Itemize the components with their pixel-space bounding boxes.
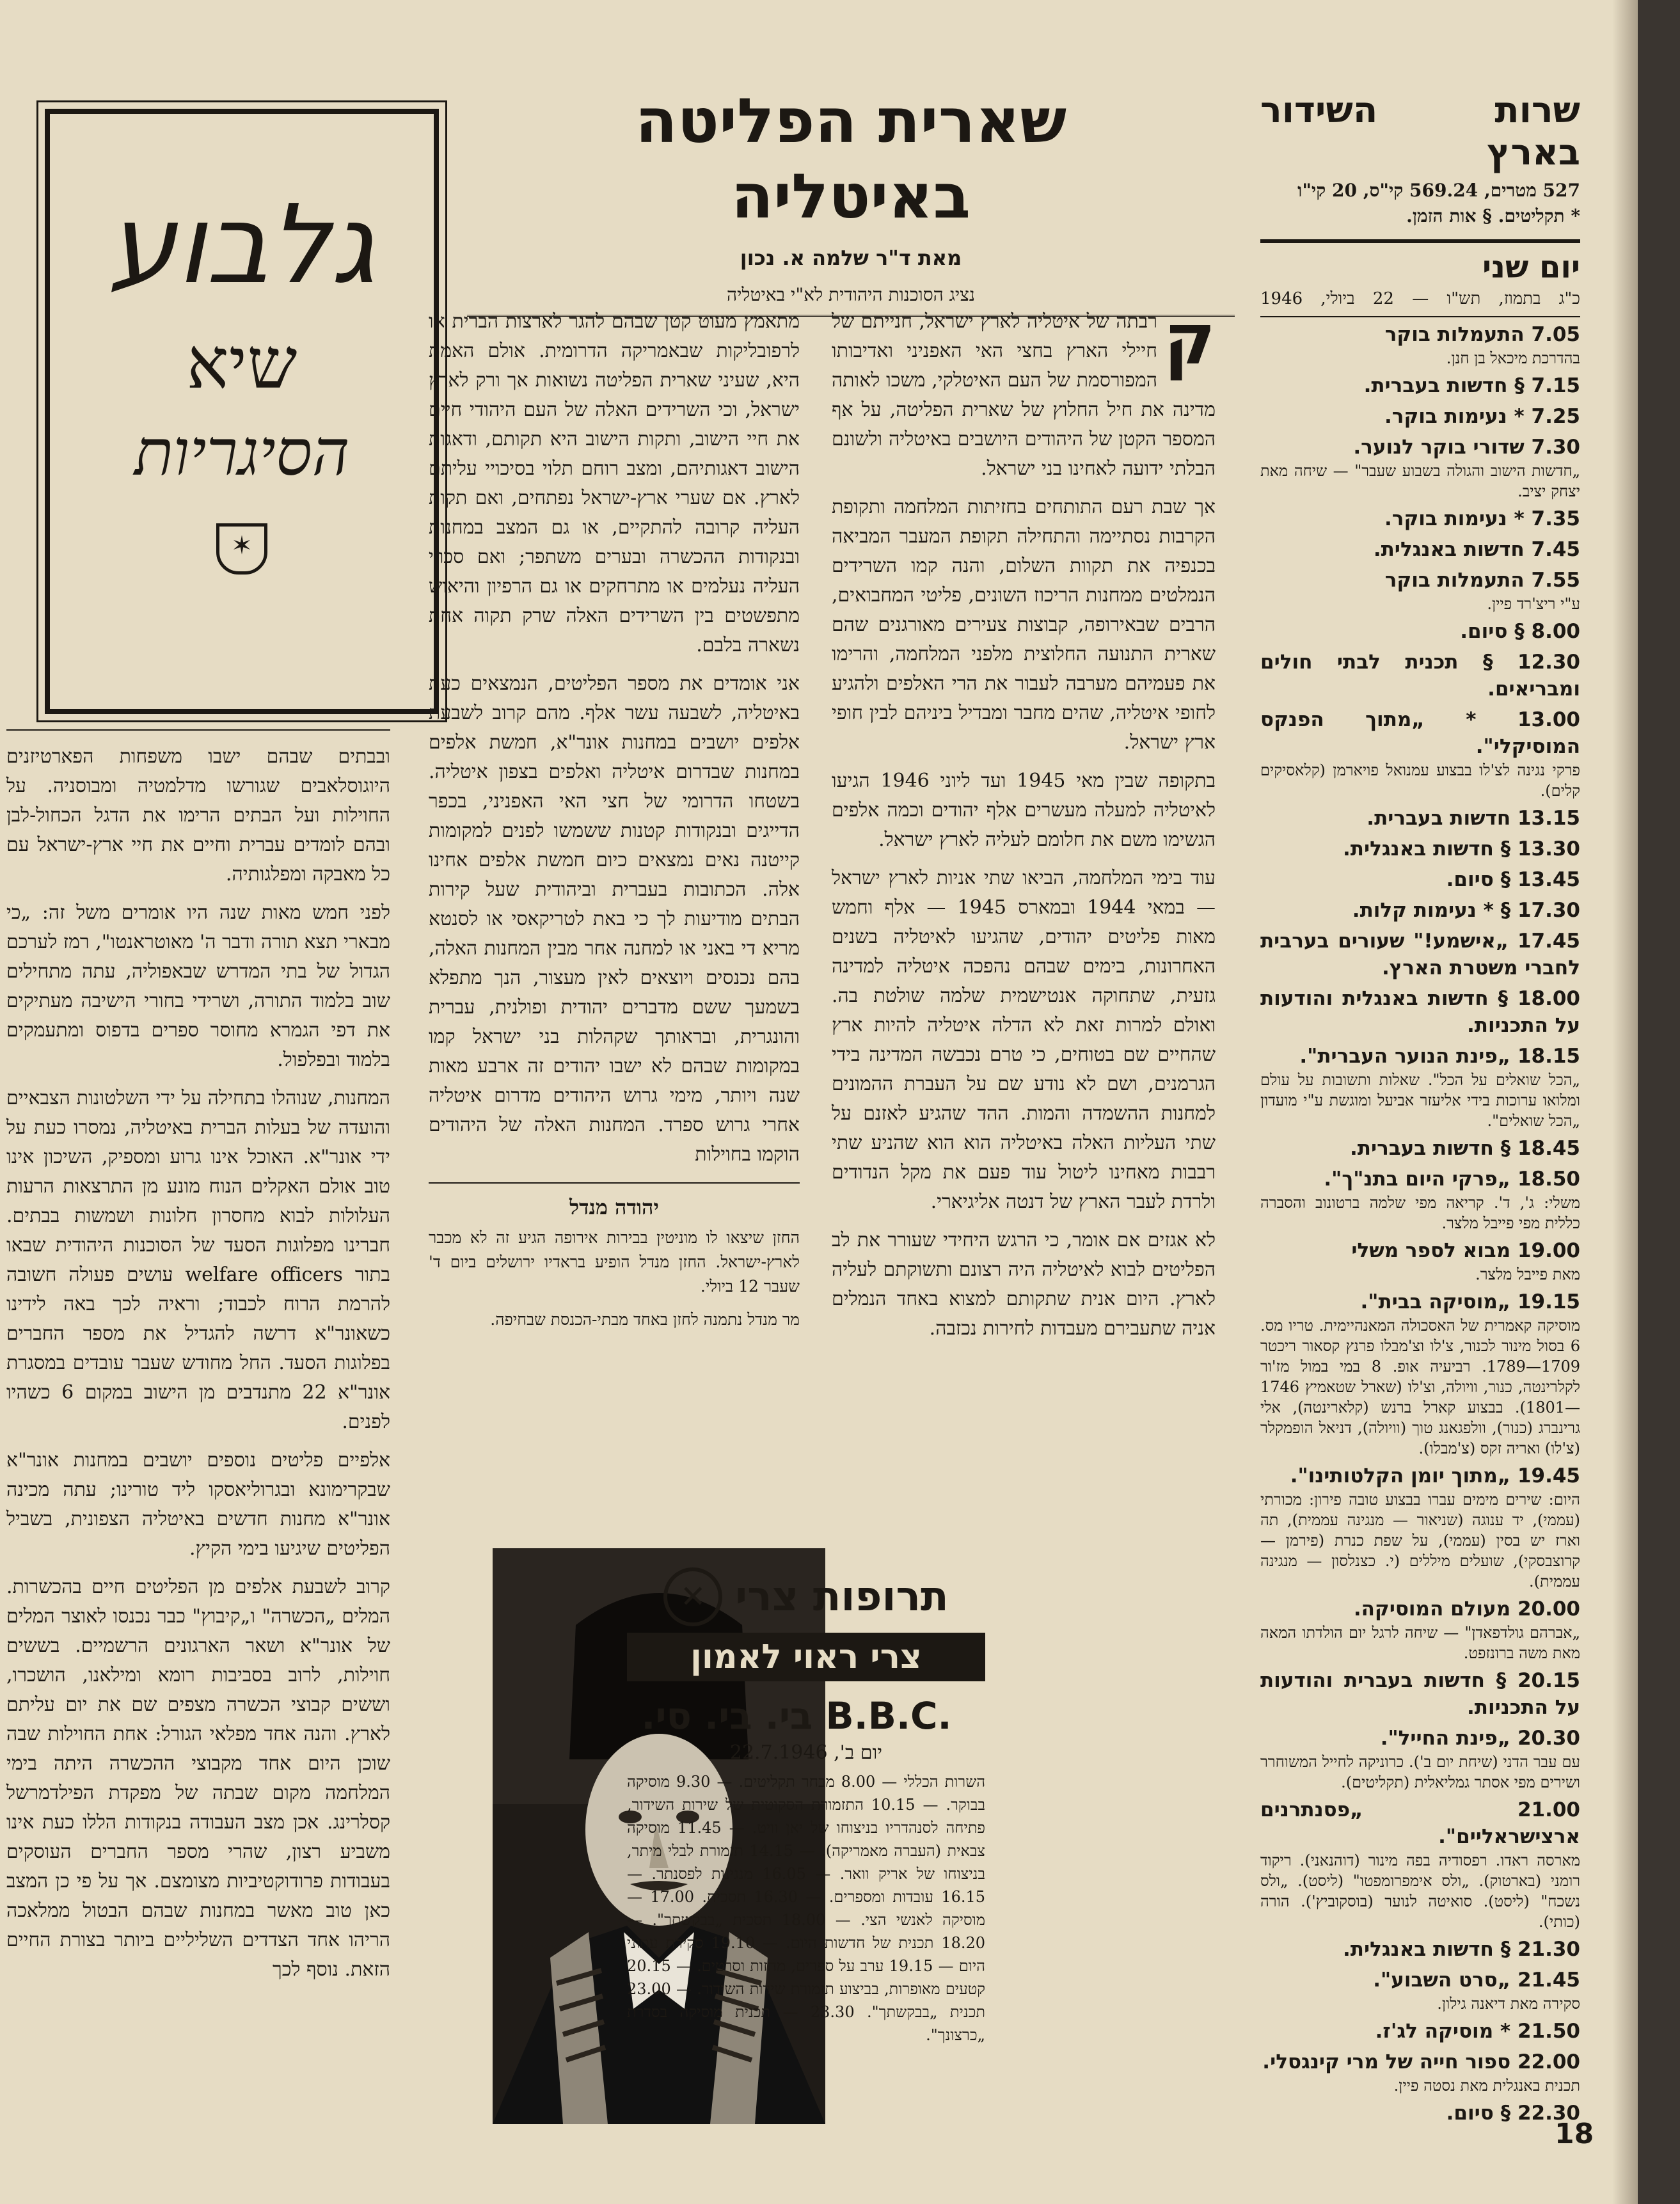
schedule-entry-description: בהדרכת מיכאל בן חנן.: [1446, 349, 1580, 367]
article-paragraph: מתאמץ מעוט קטן שבהם להגר לארצות הברית או לרפובליקות שבאמריקה הדרומית. אולם האמת היא, שעיני שארית הפליטה נשואות אך ורק לארץ ישראל, וכי השרידים האלה של העם היהודי חיים את חיי הישוב, ותקות הישוב היא תקותם, ודאגות הישוב דאגותיהם, ומצב רוחם תלוי בסיכויי עליתם לארץ. אם שערי ארץ-ישראל נפתחים, ואם תקות העליה קרובה להתקיים, או גם המצב במחנות ובנקודות ההכשרה ובערים משתפר; ואם סכויי העליה נעלמים או מתרחקים או גם הרפיון והיאוש מתפשטים בין השרידים האלה שרק תקוה אחת נשארה בלבם.: [429, 310, 800, 656]
schedule-entry-title: 20.15 § חדשות בעברית והודעות על התכניות.: [1260, 1669, 1580, 1719]
schedule-entry: [1260, 649, 1580, 702]
page-number: 18: [1555, 2118, 1594, 2150]
schedule-entry-title: 20.30 „פינת החייל".: [1380, 1727, 1580, 1750]
schedule-entry-title: 21.00 „פסנתרנים ארצישראליים".: [1260, 1798, 1580, 1848]
gilboa-cigarette-ad: [45, 109, 439, 714]
article-paragraph: אני אומדים את מספר הפליטים, הנמצאים כעת באיטליה, לשבעה עשר אלף. מהם קרוב לשבעת אלפים יושבים במחנות אונר"א, חמשת אלפים במחנות שבדרום איטליה ואלפים בצפון איטליה. בשטחו הדרומי של חצי האי האפניני, בכפר הדייגים ובנקודות קטנות ששמשו לפנים למקומות קייטנה נאים נמצאים כיום חמשת אלפים אחינו אלה. הכתובות בעברית וביהודית שעל קירות הבתים מודיעות לך כי באת לטריקאסי או לסנטא מריא די באני או למחנה אחר מבין המחנות האלה, בהם נכנסים ויוצאים לאין מעצור, הנך מתפלא בשמעך ששם מדברים יהודית ופולנית, עברית והונגרית, ובראותך שקהלות בני ישראל קמו במקומות שבהם לא ישבו יהודים זה ארבע מאות שנה ויותר, מימי גרוש היהודים מדרום איטליה אחרי גרוש ספרד. המחנות האלה של היהודים הוקמו בחוילות: [429, 672, 800, 1166]
article-title-line2: באיטליה: [731, 161, 971, 232]
gilboa-tagline-1: שיא: [186, 322, 297, 404]
schedule-entry-description: מארסה ראדו. רפסודיה בפה מינור (דוהנאני). ריקוד רומני (בארטוק). „ולס אימפרומפטו" (ליסט). „ולס נשכח" (ליסט). סואיטה לנוער (בוסקוביץ'). הורה (כותי).: [1260, 1851, 1580, 1931]
schedule-entry-title: 7.25 * נעימות בוקר.: [1384, 405, 1580, 428]
schedule-entry: [1260, 1667, 1580, 1721]
schedule-entry: [1260, 372, 1580, 399]
schedule-entry-title: 18.50 „פרקי היום בתנ"ך".: [1324, 1168, 1580, 1191]
schedule-entry-title: 18.00 § חדשות באנגלית והודעות על התכניות.: [1260, 987, 1580, 1037]
schedule-entry-description: היום: שירים מימים עברו בבצוע טובה פירון: מכורתי (עממי), יד ענוגה (שניאור — מנגינה עממית), תה וארז יש בסין (עממי), על שפת כנרת (פירמן — קרוצבסקי), שועלים מיללים (י. כצנלסון — מנגינה עממית).: [1260, 1491, 1580, 1590]
article-column-2: [429, 307, 800, 1341]
shield-emblem-icon: ✶: [216, 523, 267, 575]
schedule-entry-title: 13.45 § סיום.: [1446, 868, 1580, 891]
schedule-entry: [1260, 2049, 1580, 2096]
schedule-entry-description: מוסיקה קאמרית של האסכולה המאנהיימית. טריו מס. 6 בסול מינור לכנור, צ'לו וצ'מבלו פרנץ קסאור ריכטר 1709—1789. רביעיה אופ. 8 במי במול מז'ור לקלרינטה, כנור, וויולה, וצ'לו (שארל שטאמיץ 1746—1801). בבצוע קארל ברנש (קלארינטה), אלי גרינברג (כנור), וולפגאנג טוך (וויולה), דניאל הופמקלר (צ'לו) ואריה זקס (צ'מבלו).: [1260, 1317, 1581, 1457]
bbc-ad-box: [627, 1567, 985, 2047]
schedule-entry-title: 22.00 ספור חייה של מרי קינגסלי.: [1262, 2050, 1580, 2073]
schedule-entry: [1260, 403, 1580, 430]
schedule-entry: [1260, 866, 1580, 893]
schedule-entry-title: 7.30 שדורי בוקר לנוער.: [1353, 436, 1580, 459]
schedule-entry: [1260, 928, 1580, 981]
article-subtitle: נציג הסוכנות היהודית לא"י באיטליה: [467, 284, 1235, 317]
gilboa-tagline-2: הסיגריות: [134, 415, 350, 490]
divider: [1260, 316, 1580, 317]
schedule-entry-title: 18.15 „פינת הנוער העברית".: [1299, 1045, 1580, 1068]
schedule-entry-title: 19.45 „מתוך יומן הקלטותינו".: [1290, 1464, 1580, 1487]
schedule-entry: [1260, 805, 1580, 832]
schedule-entry-title: 20.00 מעולם המוסיקה.: [1353, 1598, 1580, 1621]
schedule-entry-title: 8.00 § סיום.: [1460, 620, 1580, 643]
schedule-entry: [1260, 618, 1580, 645]
schedule-entry: [1260, 897, 1580, 924]
schedule-entry-description: „הכל שואלים על הכל". שאלות ותשובות על עולם ומלואו ערוכות בידי אליעזר אביעל ומוגשת ע"י מועדון „הכל שואלים".: [1260, 1071, 1580, 1130]
photo-caption: מר מנדל נתמנה לחזן באחד מבתי-הכנסת שבחיפה.: [490, 1310, 800, 1329]
article-paragraph: אלפיים פליטים נוספים יושבים במחנות אונר"א שבקרימונא ובגרוליאסקו ליד טורינו; עתה מכינה אונר"א מחנות חדשים באיטליה הצפונית, בשביל הפליטים שיגיעו בימי הקיץ.: [6, 1449, 390, 1560]
date-line: כ"ג בתמוז, תש"ו — 22 ביולי, 1946: [1260, 289, 1580, 308]
schedule-entry: [1260, 1043, 1580, 1131]
schedule-entry-title: 22.30 § סיום.: [1446, 2102, 1580, 2125]
schedule-entry-description: משלי: ג', ד'. קריאה מפי שלמה ברטונוב והסברה כללית מפי פייבל מלצר.: [1260, 1194, 1580, 1232]
article-paragraph: אך שבת רעם התותחים בחזיתות המלחמה ותקופת הקרבות נסתיימה והתחילה תקופת המעבר המביאה בכנפיה את תקוות השלום, והנה קמו השרידים הנמלטים ממחנות הריכוז השונים, פליטי המחבואים, הרבים שבאירופה, קבוצות צעירים מאורגנים שהם שארית התנועה החלוצית מלפני המלחמה, והרימו את פעמיהם מערבה לעבור את הרי האלפים ולהגיע לחופי איטליה, שהים מחבר ומבדיל ביניהם לבין חופי ארץ ישראל.: [832, 496, 1216, 754]
schedule-list: [1260, 321, 1580, 2127]
schedule-entry: [1260, 1463, 1580, 1592]
schedule-entry-description: ע"י ריצ'רד פיין.: [1487, 595, 1580, 613]
zori-logo-icon: ✕: [663, 1567, 722, 1626]
schedule-entry-title: 18.45 § חדשות בעברית.: [1350, 1137, 1580, 1160]
drop-cap: ק: [1164, 298, 1216, 380]
article-paragraph: לפני חמש מאות שנה היו אומרים משל זה: „כי מבארי תצא תורה ודבר ה' מאוטראנטו", רמז לערכם הגדול של בתי המדרש שבאפוליה, עתה מתחילים שוב בלמוד התורה, ושרידי בחורי הישיבה מעתיקים את דפי הגמרא מחוסר ספרים בדפוס ומתעמקים בלמוד ובפלפול.: [6, 901, 390, 1071]
schedule-entry-description: עם עבר הדני (שיחת יום ב'). כרוניקה לחייל המשוחרר ושירים מפי אסתר גמליאלית (תקליטים).: [1260, 1753, 1580, 1791]
schedule-entry-title: 13.30 § חדשות באנגלית.: [1343, 837, 1580, 860]
article-paragraph: בתקופה שבין מאי 1945 ועד ליוני 1946 הגיעו לאיטליה למעלה מעשרים אלף יהודים וכמה אלפים הגשימו משם את חלומם לעליה לארץ ישראל.: [832, 770, 1216, 851]
schedule-entry: [1260, 1725, 1580, 1793]
schedule-entry: [1260, 2018, 1580, 2045]
schedule-entry: [1260, 321, 1580, 369]
bbc-heading: B.B.C. בי. בי. סי.: [641, 1694, 952, 1738]
schedule-entry: [1260, 2100, 1580, 2127]
schedule-entry: [1260, 1936, 1580, 1963]
schedule-entry: [1260, 985, 1580, 1039]
schedule-entry-title: 7.55 התעמלות בוקר: [1384, 569, 1580, 592]
bbc-schedule-text: השרות הכללי — 8.00 מבחר תקליטים. — 9.30 מוסיקה בבוקר. — 10.15 התזמורת הסקוטית של שירות השידור, פתיחה לסנהדריו בניצוחו של יאן וויט. — 11.45 מוסיקה צבאית (העברה מאמריקה). — 14.15 תזמורת לבלי מיתר, בניצוחו של אריק וואר. — 16.05 מנגינות לפסנתר. — 16.15 עובדות ומספרים. — 16.30 תסכית. 17.00 — מוסיקה לאנשי הצי. — 18.00 תסכית „בבקשתך". — 18.20 תכנית של חדשות היום. — 19.10 סקירת עתוני היום — 19.15 ערב על ספרים, מחזות וסרטים. — 20.15 קטעים מאופרות, בביצוע תזמורת שירות השידור. — 23.00 תכנית „בבקשתך". 23.30 — תכנית מוסיקה בסדרת „כרצונך".: [627, 1773, 986, 2044]
article-paragraph: ובבתים שבהם ישבו משפחות הפארטיזנים היוגוסלאבים שגורשו מדלמטיה ומבוסניה. על החוילות ועל הבתים הרימו את הדגל הכחול-לבן ובהם לומדים עברית וחיים את חיי ארץ-ישראל עם כל מאבקה ומפלגותיה.: [6, 745, 390, 885]
article-paragraph: המחנות, שנוהלו בתחילה על ידי השלטונות הצבאיים והועדה של בעלות הברית באיטליה, נמסרו כעת על ידי אונר"א. האוכל אינו גרוע ומספיק, השיכון אינו טוב אולם האקלים הנוח מונע מן התרצאות הרעות העלולות לבוא מחסרון חלונות ושמשות בבתים. חברינו מפלוגות הסעד של הסוכנות היהודית שבאו בתור welfare officers עושים פעולה חשובה להרמת הרוח לכבוד; וראיה לכך באה לידינו כשאונר"א דרשה להגדיל את מספר החברים בפלוגות הסעד. החל מחודש שעבר עובדים במסגרת אונר"א 22 מתנדבים מן הישוב במקום 6 כשהיו לפנים.: [6, 1087, 390, 1433]
day-heading: יום שני: [1482, 250, 1580, 285]
article-column-3: [6, 729, 390, 1994]
article-title-line1: שארית הפליטה: [635, 85, 1067, 157]
schedule-entry-description: פרקי נגינה לצ'לו בבצוע עמנואל פויארמן (קלאסיקים קלים).: [1260, 761, 1580, 800]
schedule-entry-title: 7.05 התעמלות בוקר: [1384, 323, 1580, 346]
zori-brand: תרופות צרי ✕: [627, 1567, 985, 1626]
schedule-entry-title: 7.15 § חדשות בעברית.: [1363, 374, 1580, 397]
schedule-entry-title: 17.45 „אישמע!" שעורים בערבית לחברי משטרת הארץ.: [1260, 930, 1580, 979]
gilboa-brand: גלבוע: [108, 182, 376, 308]
schedule-entry-description: „אברהם גולדפאדן" — שיחה לרגל יום הולדתו המאה מאת משה ברונזפט.: [1260, 1624, 1580, 1662]
schedule-entry: [1260, 434, 1580, 502]
schedule-entry: [1260, 1166, 1580, 1233]
schedule-entry-description: „חדשות הישוב והגולה בשבוע שעבר" — שיחה מאת יצחק יציב.: [1260, 462, 1580, 500]
schedule-entry-title: 13.00 * „מתוך הפנקס המוסיקלי".: [1260, 708, 1580, 758]
schedule-entry-title: 19.15 „מוסיקה בבית".: [1360, 1290, 1580, 1313]
schedule-entry: [1260, 1135, 1580, 1162]
schedule-entry: [1260, 536, 1580, 563]
radio-frequencies: 527 מטרים, 569.24 קי"ס, 20 קי"ו * תקליטים. § אות הזמן.: [1297, 180, 1580, 226]
radio-schedule-column: [1260, 90, 1580, 2130]
schedule-entry: [1260, 1237, 1580, 1285]
schedule-entry: [1260, 1288, 1580, 1459]
article-paragraph: קרוב לשבעת אלפים מן הפליטים חיים בהכשרות. המלים „הכשרה" ו„קיבוץ" כבר נכנסו לאוצר המלים של אונר"א ושאר הארגונים הרשמיים. בששים חוילות, לרוב בסביבות רומא ומילאנו, הושכרו, וששים קבוצי הכשרה מצפים שם את יום עליתם לארץ. והנה אחד מפלאי הגורל: אחת החוילות שבה שוכן היום אחד מקבוצי ההכשרה היתה בימי המלחמה מקום שבתה של מפקדת הפילדמרשל קסלרינג. אכן מצב העבודה בנקודות הללו כעת אינו משביע רצון, שהרי מספר החברים העוסקים בעבודות פרודוקטיביות מצומצם. אך על פי כן המצב כאן טוב מאשר במחנות שבהם הבטול ממלאכה הריהו אחד הצדדים השליליים ביותר בצורת החיים הזאת. נוסף לכך: [6, 1576, 390, 1981]
schedule-entry-description: תכנית באנגלית מאת נסטה פיין.: [1393, 2077, 1580, 2095]
schedule-entry-title: 21.45 „סרט השבוע".: [1373, 1969, 1580, 1992]
article-paragraph: לא אגזים אם אומר, כי הרגש היחידי שעורר את לב הפליטים לבוא לאיטליה היה רצונם ותשוקתם לעליה לארץ. היום אנית שתקותם למצוא באחד הנמלים אניה שתעבירם מעבדות לחירות נכזבה.: [832, 1229, 1216, 1340]
divider: [1260, 239, 1580, 243]
photo-subject-name: יהודה מנדל: [429, 1182, 800, 1222]
schedule-entry-title: 7.45 חדשות באנגלית.: [1373, 538, 1580, 561]
schedule-entry: [1260, 1796, 1580, 1932]
schedule-entry-title: 13.15 חדשות בעברית.: [1367, 807, 1580, 830]
zori-slogan: צרי ראוי לאמון: [627, 1633, 985, 1681]
schedule-entry: [1260, 567, 1580, 614]
schedule-entry: [1260, 1967, 1580, 2014]
schedule-entry-description: מאת פייבל מלצר.: [1475, 1265, 1580, 1283]
schedule-entry: [1260, 836, 1580, 862]
schedule-entry: [1260, 505, 1580, 532]
schedule-entry-description: סקירה מאת דיאנה גילון.: [1437, 1995, 1580, 2013]
schedule-entry-title: 21.50 * מוסיקה לג'ז.: [1375, 2020, 1580, 2043]
schedule-entry-title: 17.30 § * נעימות קלות.: [1352, 899, 1580, 922]
schedule-entry-title: 19.00 מבוא לספר משלי: [1351, 1239, 1580, 1262]
schedule-entry-title: 12.30 § תכנית לבתי חולים ומבריאים.: [1260, 651, 1580, 701]
article-header: [467, 83, 1235, 317]
article-byline: מאת ד"ר שלמה א. נכון: [740, 246, 962, 270]
schedule-entry-title: 7.35 * נעימות בוקר.: [1384, 507, 1580, 530]
schedule-entry: [1260, 1596, 1580, 1663]
schedule-entry-title: 21.30 § חדשות באנגלית.: [1343, 1938, 1580, 1961]
schedule-entry: [1260, 706, 1580, 801]
bbc-date: יום ב', 22.7.1946: [729, 1741, 883, 1764]
photo-note: החזן שיצאו לו מוניטין בבירות אירופה הגיע זה לא מכבר לארץ-ישראל. החזן מנדל הופיע בראדיו ירושלים ביום ד' שעבר 12 ביולי.: [429, 1228, 800, 1296]
divider: [6, 729, 390, 731]
article-column-1: [832, 298, 1216, 1352]
article-paragraph: רבתה של איטליה לארץ ישראל, חנייתם של חיילי הארץ בחצי האי האפניני ואדיבותו המפורסמת של העם האיטלקי, משכו לאותה מדינה את חיל החלוץ של שארית הפליטה, על אף המספר הקטן של היהודים היושבים באיטליה ולשונם הבלתי ידועה לאחינו בני ישראל.: [832, 310, 1216, 480]
radio-masthead: שרות השידור בארץ: [1260, 90, 1580, 173]
article-paragraph: עוד בימי המלחמה, הביאו שתי אניות לארץ ישראל — במאי 1944 ובמארס 1945 — אלף וחמש מאות פליטים יהודים, שהגיעו לאיטליה בשנים האחרונות, בימים שבהם נהפכה איטליה למדינה גזעית, שתחוקה אנטישמית שלמה שולטת בה. ואולם למרות זאת לא הדלה איטליה להיות ארץ שהחיים שם בטוחים, כי טרם נכבשה המדינה בידי הגרמנים, ושם לא נודע שם על העברת ההמונים למחנות ההשמדה והמות. ההד שהגיע לאזנם על שתי העליות האלה באיטליה הוא הוא שהניע שתי רבבות מאחינו ליטול עוד פעם את מקל הנדודים ולרדת לעבר הארץ של דנטה אליגיארי.: [832, 867, 1216, 1213]
